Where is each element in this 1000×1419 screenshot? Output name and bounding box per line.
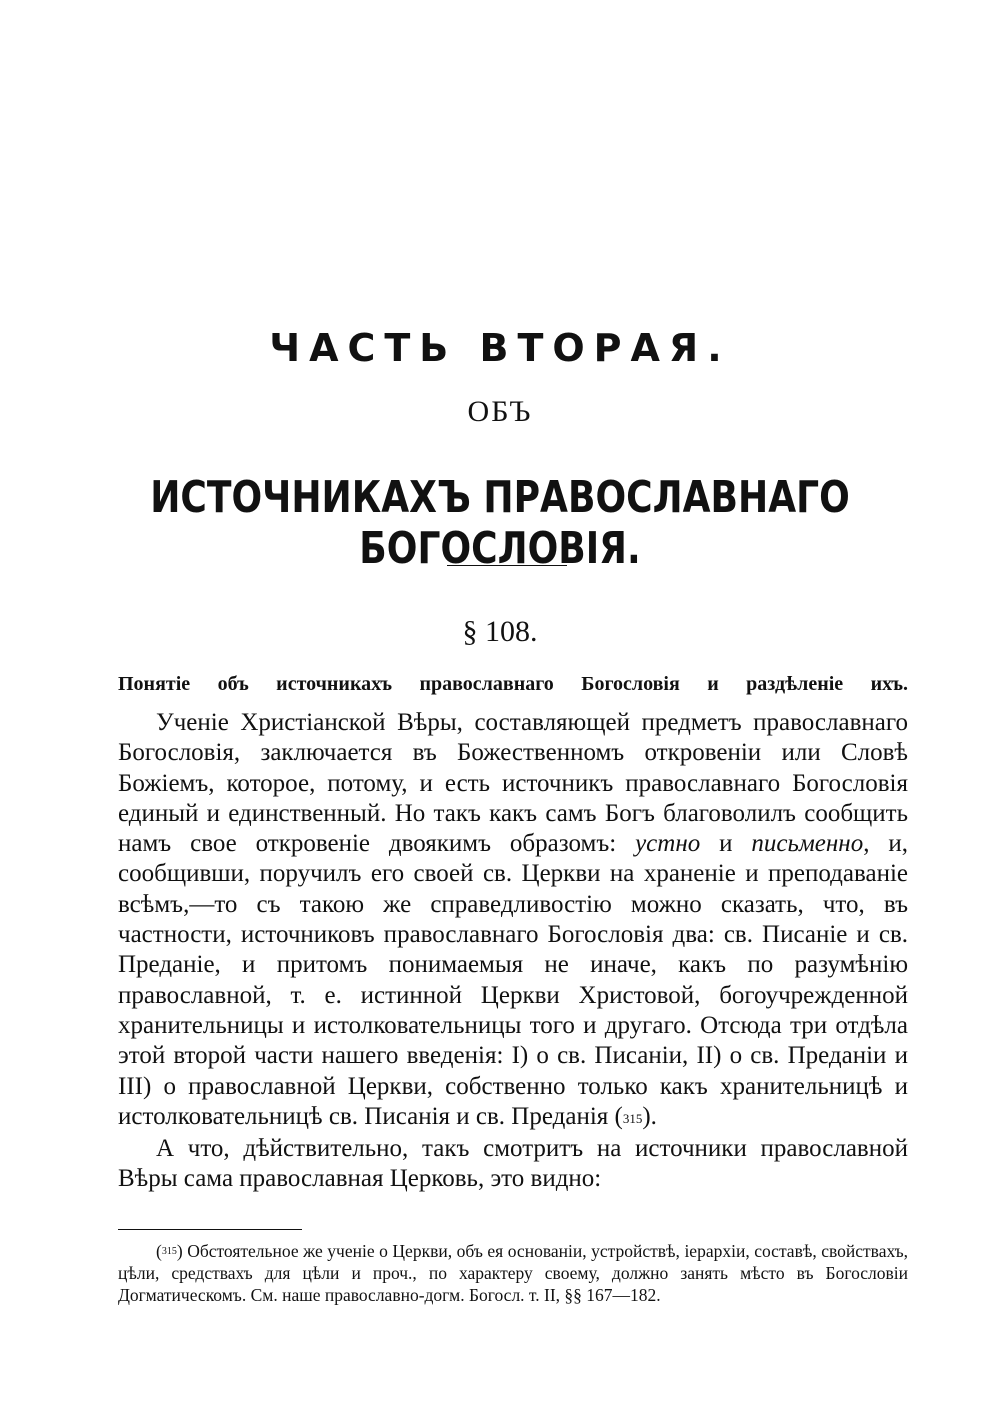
part-title: ЧАСТЬ ВТОРАЯ. bbox=[269, 326, 731, 370]
paragraph-1 bbox=[118, 708, 908, 1132]
footnote-divider bbox=[118, 1229, 302, 1230]
section-heading: Понятіе объ источникахъ православнаго Богословія и раздѣленіе ихъ. bbox=[118, 673, 908, 695]
paragraph-2: А что, дѣйствительно, такъ смотритъ на источники православной Вѣры сама православная Церковь, это видно: bbox=[118, 1135, 908, 1193]
paragraph-1-text-b: и bbox=[700, 830, 752, 858]
title-preposition: ОБЪ bbox=[467, 395, 533, 428]
footnote-reference: 315 bbox=[622, 1110, 643, 1126]
footnote-text: Обстоятельное же ученіе о Церкви, объ ея основаніи, устройствѣ, іерархіи, составѣ, свойствахъ, цѣли, средствахъ для цѣли и проч., по характеру своему, должно занять мѣсто въ Богословіи Догматическомъ. См. наше православно-догм. Богосл. т. II, §§ 167—182. bbox=[118, 1241, 908, 1305]
footnote-number: 315 bbox=[161, 1246, 177, 1257]
title-divider bbox=[447, 565, 567, 566]
paragraph-1-text-d: ). bbox=[642, 1102, 657, 1130]
section-number: § 108. bbox=[462, 615, 538, 648]
emphasis-in-writing: письменно bbox=[751, 830, 864, 858]
footnote: ($^{315}$) Обстоятельное же ученіе о Церкви, объ ея основаніи, устройствѣ, іерархіи, составѣ, свойствахъ, цѣли, средствахъ для цѣли и проч., по характеру своему, должно занять мѣсто въ Богословіи Догматическомъ. См. наше православно-догм. Богосл. т. II, §§ 167—182. bbox=[118, 1241, 908, 1305]
paragraph-1-text-a: Ученіе Христіанской Вѣры, составляющей предметъ православнаго Богословія, заключается въ Божественномъ откровеніи или Словѣ Божіемъ, которое, потому, и есть источникъ православнаго Богословія единый и единственный. Но такъ какъ самъ Богъ благоволилъ сообщить намъ свое откровеніе двоякимъ образомъ: bbox=[118, 709, 908, 858]
body-text bbox=[118, 708, 908, 1195]
main-title: ИСТОЧНИКАХЪ ПРАВОСЛАВНАГО БОГОСЛОВІЯ. bbox=[150, 472, 850, 574]
paragraph-1-text-c: , и, сообщивши, поручилъ его своей св. Церкви на храненіе и преподаваніе всѣмъ,—то съ такою же справедливостію можно сказать, что, въ частности, источниковъ православнаго Богословія два: св. Писаніе и св. Преданіе, и притомъ понимаемыя не иначе, какъ по разумѣнію православной, т. е. истинной Церкви Христовой, богоучрежденной хранительницы и истолковательницы того и другаго. Отсюда три отдѣла этой второй части нашего введенія: I) о св. Писаніи, II) о св. Преданіи и III) о православной Церкви, собственно только какъ хранительницѣ и истолковательницѣ св. Писанія и св. Преданія ( bbox=[118, 830, 908, 1130]
emphasis-orally: устно bbox=[635, 830, 701, 858]
